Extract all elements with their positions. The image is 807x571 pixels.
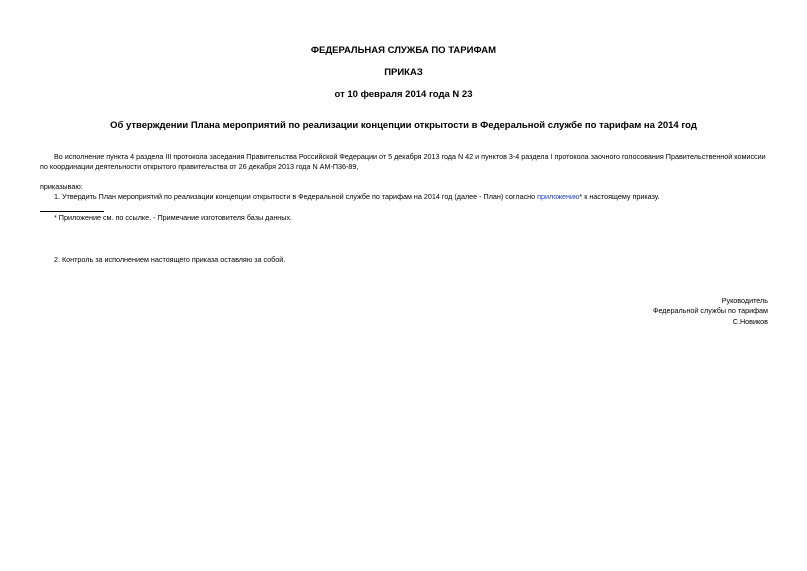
order-item-1 [54, 192, 660, 202]
order-item-1-text: 1. Утвердить План мероприятий по реализации концепции открытости в Федеральной службе по тарифам на 2014 год (далее - План) согласно [54, 192, 538, 201]
preamble-line-2: по координации деятельности открытого правительства от 26 декабря 2013 года N АМ-П36-89, [40, 162, 359, 171]
document-title: Об утверждении Плана мероприятий по реализации концепции открытости в Федеральной службе по тарифам на 2014 год [110, 120, 697, 131]
order-item-1-suffix: * к настоящему приказу. [579, 192, 660, 201]
order-word: приказываю: [40, 182, 83, 191]
order-item-2: 2. Контроль за исполнением настоящего приказа оставляю за собой. [54, 255, 286, 264]
signature-position-line-1: Руководитель [721, 296, 768, 305]
document-date-number: от 10 февраля 2014 года N 23 [334, 89, 473, 100]
appendix-link[interactable]: приложению [537, 192, 580, 201]
footnote-text: * Приложение см. по ссылке. - Примечание изготовителя базы данных. [54, 213, 293, 222]
footnote-divider [40, 211, 104, 212]
signature-position-line-2: Федеральной службы по тарифам [653, 306, 768, 315]
signatory-name: С.Новиков [732, 317, 768, 326]
document-type-heading: ПРИКАЗ [384, 67, 423, 78]
preamble-line-1: Во исполнение пункта 4 раздела III протокола заседания Правительства Российской Федерации от 5 декабря 2013 года N 42 и пунктов 3-4 раздела I протокола заочного голосования Правительственной комиссии [54, 152, 766, 161]
agency-heading: ФЕДЕРАЛЬНАЯ СЛУЖБА ПО ТАРИФАМ [310, 45, 497, 56]
